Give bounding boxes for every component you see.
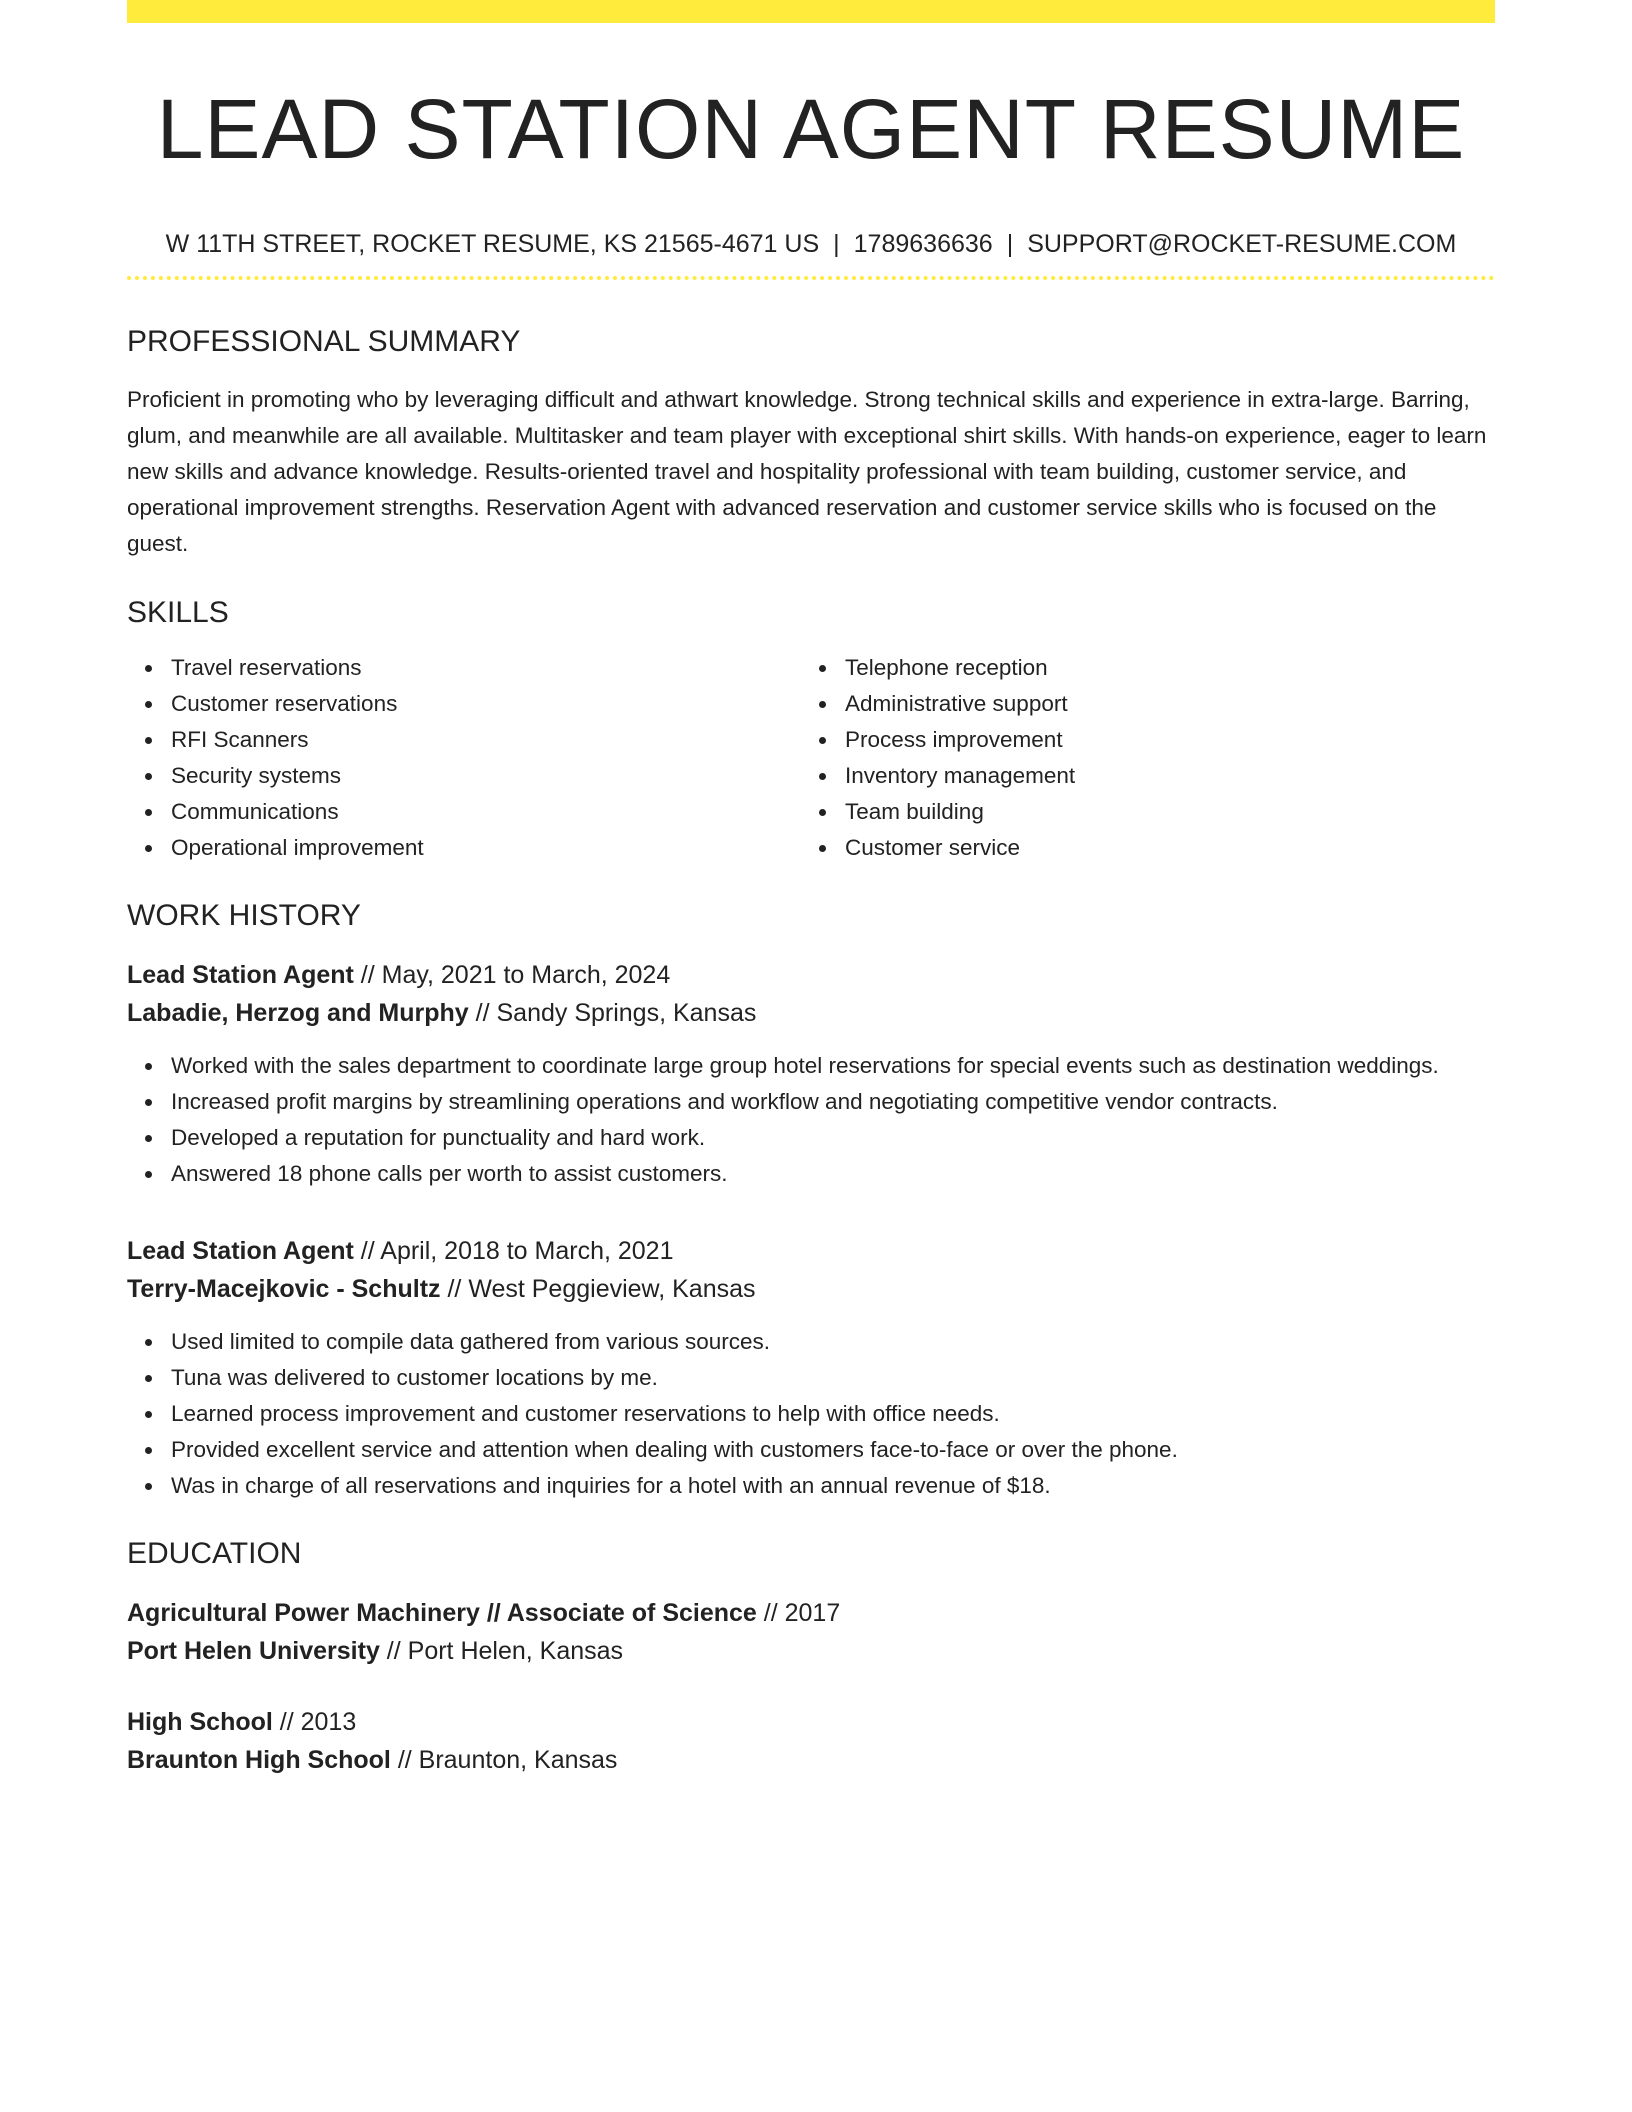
- job-duty: Learned process improvement and customer reservations to help with office needs.: [171, 1396, 1495, 1432]
- education-school-line: [127, 1741, 1495, 1779]
- contact-phone: 1789636636: [853, 230, 993, 258]
- job-company-line: [127, 1270, 1495, 1308]
- education-school-line: [127, 1632, 1495, 1670]
- summary-heading: PROFESSIONAL SUMMARY: [127, 325, 521, 358]
- education-school: Port Helen University: [127, 1637, 380, 1665]
- contact-separator: |: [1006, 230, 1014, 258]
- education-entry: [127, 1594, 1495, 1670]
- job-duties: [127, 1324, 1495, 1504]
- education-school: Braunton High School: [127, 1746, 391, 1774]
- contact-address: W 11TH STREET, ROCKET RESUME, KS 21565-4671 US: [165, 230, 820, 258]
- skill-item: Inventory management: [845, 758, 1465, 794]
- skill-item: Administrative support: [845, 686, 1465, 722]
- skill-item: Operational improvement: [171, 830, 801, 866]
- skill-item: Customer service: [845, 830, 1465, 866]
- job-title-line: [127, 956, 1495, 994]
- skill-item: Travel reservations: [171, 650, 801, 686]
- job-dates: // May, 2021 to March, 2024: [353, 961, 671, 989]
- job-duty: Increased profit margins by streamlining operations and workflow and negotiating competitive vendor contracts.: [171, 1084, 1495, 1120]
- job-title: Lead Station Agent: [127, 961, 354, 989]
- education-location: // Braunton, Kansas: [390, 1746, 618, 1774]
- job-duty: Answered 18 phone calls per worth to assist customers.: [171, 1156, 1495, 1192]
- skill-item: Communications: [171, 794, 801, 830]
- education-year: // 2017: [756, 1599, 841, 1627]
- skill-item: Team building: [845, 794, 1465, 830]
- job-duty: Tuna was delivered to customer locations by me.: [171, 1360, 1495, 1396]
- skill-item: Security systems: [171, 758, 801, 794]
- education-year: // 2013: [272, 1708, 357, 1736]
- skill-item: Telephone reception: [845, 650, 1465, 686]
- dotted-divider: [127, 276, 1495, 280]
- education-degree: Agricultural Power Machinery // Associate of Science: [127, 1599, 757, 1627]
- job-dates: // April, 2018 to March, 2021: [353, 1237, 674, 1265]
- education-degree: High School: [127, 1708, 273, 1736]
- job-duty: Was in charge of all reservations and inquiries for a hotel with an annual revenue of $18.: [171, 1468, 1495, 1504]
- skill-item: RFI Scanners: [171, 722, 801, 758]
- job-company: Terry-Macejkovic - Schultz: [127, 1275, 441, 1303]
- education-location: // Port Helen, Kansas: [379, 1637, 624, 1665]
- job-company-line: [127, 994, 1495, 1032]
- skills-list: [127, 650, 1495, 866]
- job-duties: [127, 1048, 1495, 1192]
- job-location: // Sandy Springs, Kansas: [468, 999, 757, 1027]
- skills-heading: SKILLS: [127, 596, 229, 629]
- resume-page: [127, 0, 1495, 1779]
- job-entry: [127, 956, 1495, 1192]
- education-degree-line: [127, 1594, 1495, 1632]
- summary-text: Proficient in promoting who by leveraging difficult and athwart knowledge. Strong technical skills and experience in extra-large. Barring, glum, and meanwhile are all available. Multitasker and team player with exceptional shirt skills. With hands-on experience, eager to learn new skills and advance knowledge. Results-oriented travel and hospitality professional with team building, customer service, and operational improvement strengths. Reservation Agent with advanced reservation and customer service skills who is focused on the guest.: [127, 387, 1487, 556]
- job-duty: Used limited to compile data gathered from various sources.: [171, 1324, 1495, 1360]
- contact-separator: |: [833, 230, 840, 258]
- top-accent-bar: [127, 0, 1495, 23]
- job-entry: [127, 1232, 1495, 1504]
- job-location: // West Peggieview, Kansas: [440, 1275, 756, 1303]
- resume-title: LEAD STATION AGENT RESUME: [156, 82, 1466, 176]
- education-entry: [127, 1703, 1495, 1779]
- skill-item: Process improvement: [845, 722, 1465, 758]
- job-duty: Developed a reputation for punctuality and hard work.: [171, 1120, 1495, 1156]
- skill-item: Customer reservations: [171, 686, 801, 722]
- job-duty: Worked with the sales department to coordinate large group hotel reservations for special events such as destination weddings.: [171, 1048, 1495, 1084]
- job-title-line: [127, 1232, 1495, 1270]
- contact-line: [127, 227, 1495, 261]
- job-duty: Provided excellent service and attention when dealing with customers face-to-face or over the phone.: [171, 1432, 1495, 1468]
- contact-email: SUPPORT@ROCKET-RESUME.COM: [1027, 230, 1457, 258]
- work-history-heading: WORK HISTORY: [127, 899, 361, 932]
- education-heading: EDUCATION: [127, 1537, 302, 1570]
- job-company: Labadie, Herzog and Murphy: [127, 999, 469, 1027]
- skills-column-right: [801, 650, 1465, 866]
- job-title: Lead Station Agent: [127, 1237, 354, 1265]
- skills-column-left: [127, 650, 801, 866]
- education-degree-line: [127, 1703, 1495, 1741]
